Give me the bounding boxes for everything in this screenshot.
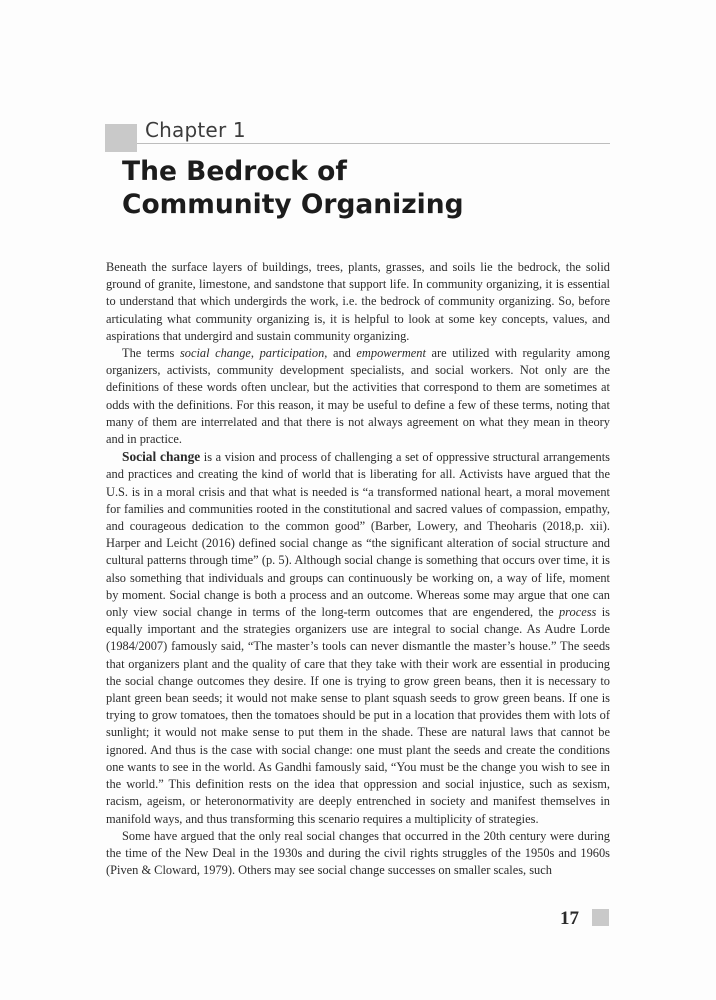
paragraph-3 — [106, 448, 610, 827]
paragraph-4: Some have argued that the only real social changes that occurred in the 20th century were during the time of the New Deal in the 1930s and during the civil rights struggles of the 1950s and 1960s (Piven & Cloward, 1979). Others may see social change successes on smaller scales, such — [106, 828, 610, 878]
page-number: 17 — [560, 908, 579, 929]
chapter-title-line: Community Organizing — [122, 189, 464, 220]
text-run: is equally important and the strategies organizers use are integral to social change. As Audre Lorde (1984/2007) famously said, “The master’s tools can never dismantle the master’s house.” The seeds that organizers plant and the quality of care that they take with their work are essential in producing the social change outcomes they desire. If one is trying to grow green beans, then it is necessary to plant green bean seeds; it would not make sense to plant squash seeds to grow green beans. If one is trying to grow tomatoes, then the tomatoes should be put in a location that provides them with lots of sunlight; it would not make sense to put them in the shade. These are natural laws that cannot be ignored. And thus is the case with social change: one must plant the seeds and create the conditions one wants to see in the world. As Gandhi famously said, “You must be the change you wish to see in the world.” This definition rests on the idea that oppression and social injustice, such as sexism, racism, ageism, or heteronormativity are deeply entrenched in society and manifest themselves in manifold ways, and thus transforming this scenario requires a multiplicity of strategies. — [106, 605, 610, 826]
key-term: Social change — [122, 449, 201, 465]
chapter-title-line: The Bedrock of — [122, 156, 347, 187]
paragraph-1: Beneath the surface layers of buildings, trees, plants, grasses, and soils lie the bedrock, the solid ground of granite, limestone, and sandstone that support life. In community organizing, it is essential to understand that which undergirds the work, i.e. the bedrock of community organizing. So, before articulating what community organizing is, it is helpful to look at some key concepts, values, and aspirations that undergird and sustain community organizing. — [106, 260, 610, 343]
italic-term: empowerment — [356, 346, 426, 361]
chapter-title — [122, 155, 602, 221]
text-run: are utilized with regularity among organizers, activists, community development specialists, and social workers. Not only are the definitions of these words often unclear, but the activities that correspond to them are sometimes at odds with the definitions. For this reason, it may be useful to define a few of these terms, noting that many of them are interrelated and that there is not always agreement on what they mean in theory and in practice. — [106, 346, 610, 447]
text-run: , and — [324, 346, 357, 361]
text-run: The terms — [122, 346, 180, 361]
italic-term: process — [558, 605, 597, 620]
italic-term: participation — [259, 346, 325, 361]
text-run: , — [250, 346, 260, 361]
text-run: is a vision and process of challenging a set of oppressive structural arrangements and practices and creating the kind of world that is liberating for all. Activists have argued that the U.S. is in a moral crisis and that what is needed is “a transformed national heart, a moral movement for families and communities rooted in the constitutional and sacred values of compassion, empathy, and courageous dedication to the common good” (Barber, Lowery, and Theoharis (2018,p. xii). Harper and Leicht (2016) defined social change as “the significant alteration of social structure and cultural patterns through time” (p. 5). Although social change is something that occurs over time, it is also something that individuals and groups can continuously be working on, a way of life, moment by moment. Social change is both a process and an outcome. Whereas some may argue that one can only view social change in terms of the long-term outcomes that are engendered, the — [106, 450, 610, 620]
chapter-marker-block — [105, 124, 137, 152]
chapter-rule — [137, 143, 610, 144]
paragraph-2 — [106, 345, 610, 448]
italic-term: social change — [179, 346, 251, 361]
body-text — [106, 259, 610, 879]
chapter-label: Chapter 1 — [145, 118, 246, 142]
page-marker-block — [592, 909, 609, 926]
